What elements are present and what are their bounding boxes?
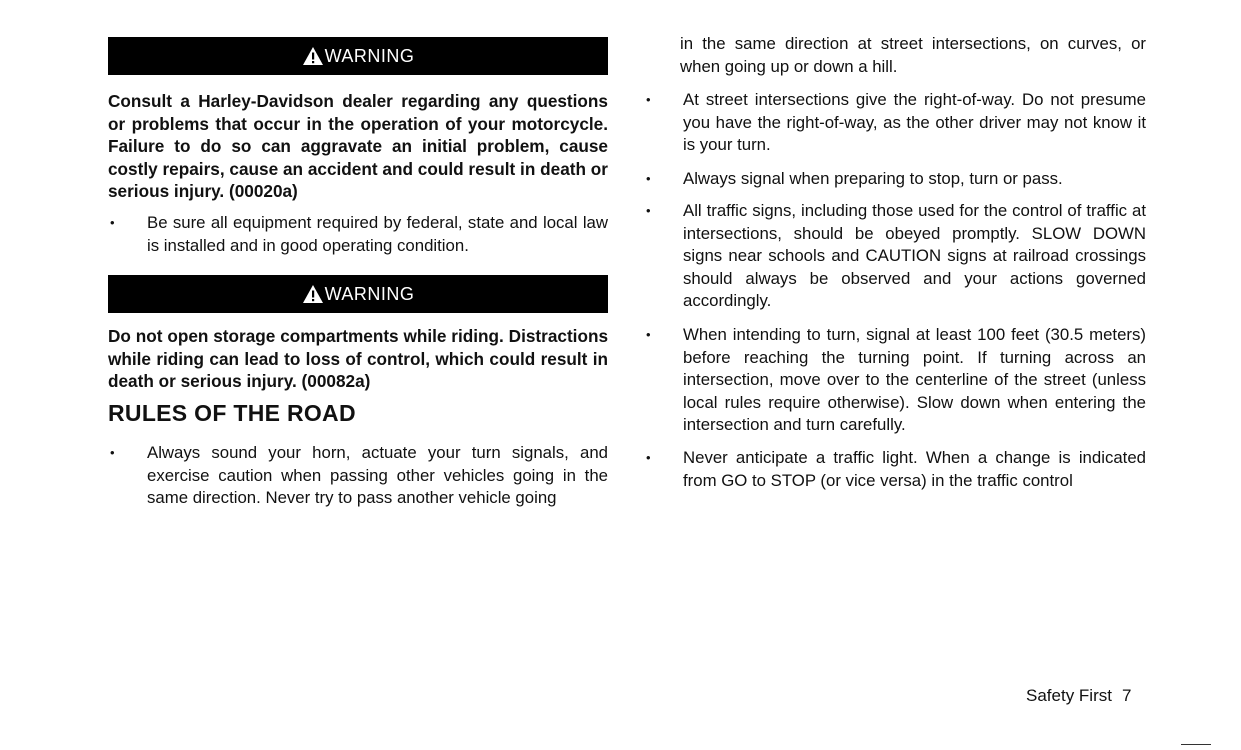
warning-text-storage: Do not open storage compartments while riding. Distractions while riding can lead to loss of control, which could result in death or serious injury. (00082a) bbox=[108, 326, 608, 391]
list-item bbox=[644, 447, 1146, 492]
list-item bbox=[108, 212, 608, 257]
warning-banner-1 bbox=[108, 37, 608, 75]
list-item bbox=[108, 442, 608, 510]
list-item-text: Be sure all equipment required by federal, state and local law is installed and in good operating condition. bbox=[147, 213, 608, 255]
list-item bbox=[644, 324, 1146, 437]
warning-text-dealer: Consult a Harley-Davidson dealer regarding any questions or problems that occur in the operation of your motorcycle. Failure to do so can aggravate an initial problem, cause costly repairs, cause an accident and could result in death or serious injury. (00020a) bbox=[108, 91, 608, 201]
list-item-text: Always signal when preparing to stop, turn or pass. bbox=[683, 169, 1063, 188]
list-item bbox=[644, 89, 1146, 157]
warning-label: WARNING bbox=[324, 45, 415, 66]
list-item bbox=[644, 200, 1146, 313]
list-item-text: At street intersections give the right-of-way. Do not presume you have the right-of-way, as the other driver may not know it is your turn. bbox=[683, 90, 1146, 155]
bullet-dot: • bbox=[646, 92, 651, 107]
bullet-dot: • bbox=[646, 327, 651, 342]
bullet-dot: • bbox=[646, 450, 651, 465]
section-heading: RULES OF THE ROAD bbox=[108, 400, 356, 426]
warning-triangle-icon bbox=[302, 284, 324, 304]
list-item bbox=[644, 168, 1146, 191]
list-item-text: Never anticipate a traffic light. When a change is indicated from GO to STOP (or vice versa) in the traffic control bbox=[683, 448, 1146, 490]
page-footer bbox=[1026, 686, 1131, 706]
bullet-dot: • bbox=[110, 215, 115, 230]
bullet-dot: • bbox=[646, 203, 651, 218]
list-item-text: All traffic signs, including those used for the control of traffic at intersections, should be obeyed promptly. SLOW DOWN signs near schools and CAUTION signs at railroad crossings should always be observed and your actions governed accordingly. bbox=[683, 201, 1146, 311]
warning-banner-2 bbox=[108, 275, 608, 313]
warning-label: WARNING bbox=[324, 283, 415, 304]
list-item-text: When intending to turn, signal at least 100 feet (30.5 meters) before reaching the turning point. If turning across an intersection, move over to the centerline of the street (unless local rules require otherwise). Slow down when entering the intersection and turn carefully. bbox=[683, 325, 1146, 435]
divider bbox=[1181, 744, 1211, 745]
warning-triangle-icon bbox=[302, 46, 324, 66]
continuation-text: in the same direction at street intersections, on curves, or when going up or down a hill. bbox=[680, 34, 1146, 76]
footer-section-title: Safety First bbox=[1026, 686, 1112, 705]
bullet-dot: • bbox=[646, 171, 651, 186]
page-number: 7 bbox=[1121, 686, 1132, 705]
bullet-dot: • bbox=[110, 445, 115, 460]
list-item-text: Always sound your horn, actuate your turn signals, and exercise caution when passing other vehicles going in the same direction. Never try to pass another vehicle going bbox=[147, 443, 608, 508]
